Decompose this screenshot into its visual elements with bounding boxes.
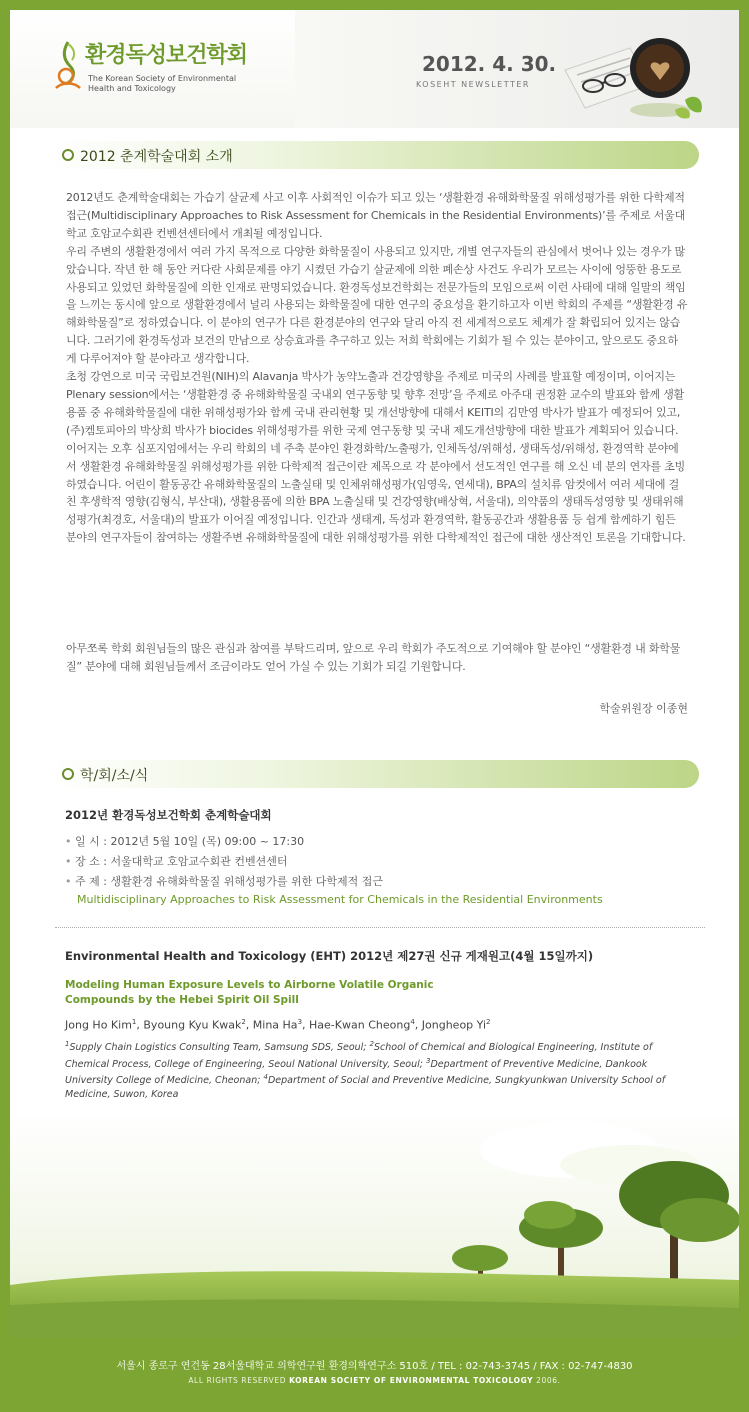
event-date xyxy=(65,833,304,849)
issue-date: 2012. 4. 30. xyxy=(422,52,557,76)
author-name: Byoung Kyu Kwak xyxy=(143,1018,242,1032)
affiliations xyxy=(65,1038,695,1101)
author-name: Jongheop Yi xyxy=(421,1018,487,1032)
affiliation-mark: 4 xyxy=(263,1073,268,1082)
affiliation-mark: 3 xyxy=(426,1056,431,1065)
affiliation-text: Department of Preventive Medicine, Dankook University College of Medicine, Cheonan; xyxy=(65,1058,648,1087)
author-affiliation-mark: 2 xyxy=(486,1018,491,1026)
circle-bullet-icon xyxy=(62,149,74,161)
event-topic-english: Multidisciplinary Approaches to Risk Assessment for Chemicals in the Residential Environments xyxy=(77,893,603,906)
article-title-line2: Compounds by the Hebei Spirit Oil Spill xyxy=(65,994,299,1006)
event-title: 2012년 환경독성보건학회 춘계학술대회 xyxy=(65,808,272,822)
affiliation-mark: 2 xyxy=(369,1040,374,1048)
author-name: Hae-Kwan Cheong xyxy=(309,1018,411,1032)
bullet-icon: • xyxy=(65,855,72,868)
section-header-news xyxy=(50,760,699,788)
copyright-year: 2006. xyxy=(533,1376,561,1385)
event-topic xyxy=(65,873,383,889)
society-logo-icon xyxy=(52,38,82,92)
society-english-name-line1: The Korean Society of Environmental xyxy=(88,74,237,83)
journal-notice: Environmental Health and Toxicology (EHT) 2012년 제27권 신규 게재원고(4월 15일까지) xyxy=(65,949,594,963)
dotted-divider xyxy=(55,927,705,928)
footer-address: 서울시 종로구 연건동 28서울대학교 의학연구원 환경의학연구소 510호 / TEL : 02-743-3745 / FAX : 02-747-4830 xyxy=(116,1361,633,1372)
author-name: Jong Ho Kim xyxy=(65,1018,132,1032)
society-name: 환경독성보건학회 xyxy=(85,43,248,68)
article-title-line1: Modeling Human Exposure Levels to Airborne Volatile Organic xyxy=(65,979,434,991)
section-title: 2012 춘계학술대회 소개 xyxy=(80,149,233,165)
header xyxy=(10,10,739,128)
event-place-text: 장 소 : 서울대학교 호암교수회관 컨벤션센터 xyxy=(75,855,288,868)
section-title: 학/회/소/식 xyxy=(80,768,149,784)
landscape-illustration xyxy=(10,1110,739,1338)
author-affiliation-mark: 3 xyxy=(297,1018,303,1026)
author-affiliation-mark: 1 xyxy=(131,1018,137,1026)
society-english-name-line2: Health and Toxicology xyxy=(88,84,176,93)
author-name: Mina Ha xyxy=(252,1018,298,1032)
intro-paragraph-block xyxy=(66,189,688,547)
paragraph: 초청 강연으로 미국 국립보건원(NIH)의 Alavanja 박사가 농약노출과 건강영향을 주제로 미국의 사례를 발표할 예정이며, 이어지는 Plenary session에서는 ‘생활환경 중 유해화학물질 국내외 연구동향 및 향후 전망’을 주제로 아주대 권정환 교수의 발표와 함께 생활용품 중 유해화학물질에 대한 위해성평가와 함께 국내 관리현황 및 개선방향에 대해서 KEITI의 김만영 박사가 발표가 예정되어 있고, (주)켐토피아의 박상희 박사가 biocides 위해성평가를 위한 국제 연구동향 및 국내 제도개선방향에 대한 발표가 계획되어 있습니다. xyxy=(66,370,685,437)
circle-bullet-icon xyxy=(62,768,74,780)
newsletter-label: KOSEHT NEWSLETTER xyxy=(416,80,530,89)
event-topic-text: 주 제 : 생활환경 유해화학물질 위해성평가를 위한 다학제적 접근 xyxy=(75,875,383,888)
paragraph: 이어지는 오후 심포지엄에서는 우리 학회의 네 주축 분야인 환경화학/노출평가, 인체독성/위해성, 생태독성/위해성, 환경역학 분야에서 생활환경 유해화학물질 위해성평가를 위한 다학제적 접근이란 제목으로 각 분야에서 선도적인 연구를 해 오신 네 분의 연자를 초빙하였습니다. 어린이 활동공간 유해화학물질의 노출실태 및 인체위해성평가(임영욱, 연세대), BPA의 설치류 암컷에서 여러 세대에 걸친 후생학적 영향(김형식, 부산대), 생활용품에 의한 BPA 노출실태 및 건강영향(배상혁, 서울대), 의약품의 생태독성영향 및 생태위해성평가(최경호, 서울대)의 발표가 이어질 예정입니다. 인간과 생태계, 독성과 환경역학, 활동공간과 생활용품 등 쉽게 함께하기 힘든 분야의 연구자들이 참여하는 생활주변 유해화학물질에 대한 위해성평가를 위한 다학제적인 접근에 대한 생산적인 토론을 기대합니다. xyxy=(66,441,686,545)
copyright-prefix: ALL RIGHTS RESERVED xyxy=(188,1376,290,1385)
coffee-newspaper-illustration xyxy=(555,30,715,122)
author-affiliation-mark: 2 xyxy=(241,1018,246,1026)
event-place xyxy=(65,853,287,869)
affiliation-text: Department of Social and Preventive Medicine, Sungkyunkwan University School of Medicine, Suwon, Korea xyxy=(65,1075,666,1100)
paragraph: 2012년도 춘계학술대회는 가습기 살균제 사고 이후 사회적인 이슈가 되고 있는 ‘생활환경 유해화학물질 위해성평가를 위한 다학제적 접근(Multidisciplinary Approaches to Risk Assessment for Chemicals in the Residential Environments)’를 주제로 서울대학교 호암교수회관 컨벤션센터에서 개최될 예정입니다. xyxy=(66,191,685,240)
affiliation-mark: 1 xyxy=(65,1040,70,1048)
paragraph: 우리 주변의 생활환경에서 여러 가지 목적으로 다양한 화학물질이 사용되고 있지만, 개별 연구자들의 관심에서 벗어나 있는 경우가 많았습니다. 작년 한 해 동안 커다란 사회문제를 야기 시켰던 가습기 살균제에 의한 폐손상 사건도 우리가 모르는 사이에 엉뚱한 용도로 사용되고 있었던 화학물질에 의한 인재로 판명되었습니다. 환경독성보건학회는 전문가들의 모임으로써 이런 사태에 대해 일말의 책임을 느끼는 동시에 앞으로 생활환경에서 널리 사용되는 화학물질에 대한 연구의 중요성을 환기하고자 이번 학회의 주제를 “생활환경 유해화학물질”로 정하였습니다. 이 분야의 연구가 다른 환경분야의 연구와 달리 아직 전 세계적으로도 체계가 잘 확립되어 있지는 않습니다. 그러기에 환경독성과 보건의 만남으로 상승효과를 추구하고 있는 저희 학회에는 기회가 될 수 있는 분야이고, 앞으로도 중요하게 다루어져야 할 분야라고 생각합니다. xyxy=(66,244,688,366)
paragraph: 아무쪼록 학회 회원님들의 많은 관심과 참여를 부탁드리며, 앞으로 우리 학회가 주도적으로 기여해야 할 분야인 “생활환경 내 화학물질” 분야에 대해 회원님들께서 조금이라도 얻어 가실 수 있는 기회가 되길 기원합니다. xyxy=(66,642,681,673)
affiliation-text: Supply Chain Logistics Consulting Team, Samsung SDS, Seoul; xyxy=(69,1042,370,1054)
footer-copyright xyxy=(0,1376,749,1385)
bullet-icon: • xyxy=(65,835,72,848)
article-title[interactable] xyxy=(65,978,465,1008)
signature: 학술위원장 이종현 xyxy=(599,702,688,715)
copyright-organization: KOREAN SOCIETY OF ENVIRONMENTAL TOXICOLOGY xyxy=(289,1376,534,1385)
author-list: Jong Ho Kim$^1$, Byoung Kyu Kwak$^2$, Mina Ha$^3$, Hae-Kwan Cheong$^4$, Jongheop Yi$^2$ xyxy=(65,1018,491,1032)
bullet-icon: • xyxy=(65,875,72,888)
affiliation-text: School of Chemical and Biological Engineering, Institute of Chemical Process, College of Engineering, Seoul National University, Seoul; xyxy=(65,1042,653,1070)
section-header-conference xyxy=(50,141,699,169)
author-affiliation-mark: 4 xyxy=(410,1018,415,1026)
event-date-text: 일 시 : 2012년 5월 10일 (목) 09:00 ~ 17:30 xyxy=(75,835,305,848)
newsletter-page xyxy=(10,10,739,1338)
closing-paragraph-block xyxy=(66,640,688,676)
